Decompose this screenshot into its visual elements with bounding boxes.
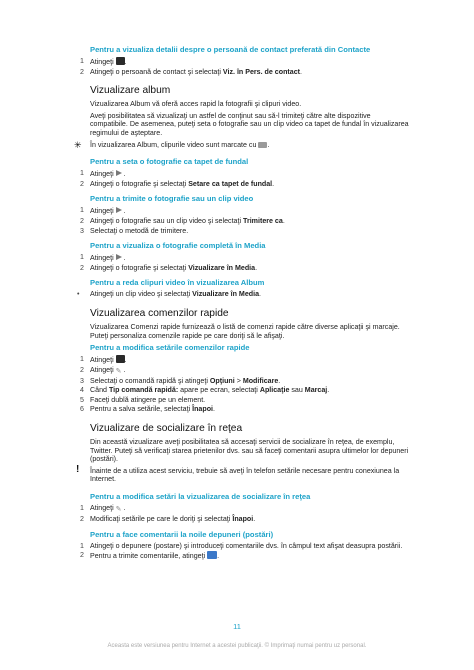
step: 3 Selectaţi o comandă rapidă şi atingeţi Opţiuni > Modificare. [80,376,281,385]
shortcuts-icon [116,355,125,363]
album-note: ✳ În vizualizarea Album, clipurile video sunt marcate cu . [74,139,270,150]
step: 2 Atingeţi o fotografie şi selectaţi Setare ca tapet de fundal. [80,179,275,188]
social-title: Vizualizare de socializare în reţea [90,423,243,435]
view-full-heading: Pentru a vizualiza o fotografie completă în Media [90,241,266,251]
album-title: Vizualizare album [90,85,171,97]
step: 1 Atingeţi . [80,355,127,365]
step: 1 Atingeţi ✎ . [80,504,126,514]
step: 2 Atingeţi o fotografie şi selectaţi Vizualizare în Media. [80,263,258,272]
step: 1 Atingeţi . [80,206,126,216]
step: 1 Atingeţi o depunere (postare) şi introduceţi comentariile dvs. în câmpul text afişat deasupra postării. [80,541,403,550]
step: 6 Pentru a salva setările, selectaţi Înapoi. [80,405,215,414]
step: 2 Modificaţi setările pe care le doriţi şi selectaţi Înapoi. [80,515,256,524]
set-wallpaper-heading: Pentru a seta o fotografie ca tapet de fundal [90,157,249,167]
favorites-icon [116,57,125,65]
step: 2 Atingeţi ✎ . [80,365,126,375]
page-number: 11 [233,622,241,631]
warning-icon: ! [76,463,80,475]
send-icon [207,551,217,559]
send-photo-heading: Pentru a trimite o fotografie sau un clip video [90,194,254,204]
shortcuts-paragraph: Vizualizarea Comenzi rapide furnizează o listă de comenzi rapide către diverse aplicaţii şi marcaje. Puteţi personaliza comenzile rapide pe care doriţi să le afişaţi. [90,322,400,340]
step: 1 Atingeţi . [80,169,126,179]
modify-social-steps [80,504,410,524]
contact-detail-steps [80,57,410,76]
step: 3 Selectaţi o metodă de trimitere. [80,226,189,235]
step: 2 Atingeţi o persoană de contact şi selectaţi Viz. în Pers. de contact. [80,67,303,76]
step: 4 Când Tip comandă rapidă: apare pe ecran, selectaţi Aplicaţie sau Marcaj. [80,386,330,395]
step: 1 Atingeţi . [80,253,126,263]
modify-social-heading: Pentru a modifica setări la vizualizarea de socializare în reţea [90,492,311,502]
album-paragraph-2: Aveţi posibilitatea să vizualizaţi un astfel de conţinut sau să-l trimiteţi către alte dispozitive compatibile. De asemenea, puteţi seta o fotografie sau un clip video ca tapet de fundal în vizualizarea regimului de aşteptare. [90,111,409,137]
settings-icon: ✎ [115,506,122,514]
social-warning: ! Înainte de a utiliza acest serviciu, trebuie să aveţi în telefon setările necesare pentru conexiunea la Internet. [76,463,400,484]
modify-shortcuts-heading: Pentru a modifica setările comenzilor rapide [90,343,250,353]
step: 5 Faceţi dublă atingere pe un element. [80,395,206,404]
settings-icon: ✎ [115,367,122,375]
step: • Atingeţi un clip video şi selectaţi Vizualizare în Media. [77,290,262,299]
view-full-steps [80,253,410,272]
shortcuts-title: Vizualizarea comenzilor rapide [90,307,229,319]
page-content [74,45,410,567]
step: 2 Pentru a trimite comentariile, atingeţi . [80,551,220,561]
album-paragraph-1: Vizualizarea Album vă oferă acces rapid la fotografii şi clipuri video. [90,100,302,109]
album-icon [116,206,124,214]
comment-heading: Pentru a face comentarii la noile depuneri (postări) [90,529,274,539]
step: 1 Atingeţi . [80,57,127,66]
comment-steps [80,541,410,561]
footer-notice: Aceasta este versiunea pentru Internet a acestei publicaţii. © Imprimaţi numai pentru uz personal. [107,643,367,649]
modify-shortcuts-steps [80,355,410,414]
send-photo-steps [80,206,410,235]
album-icon [116,253,124,261]
set-wallpaper-steps [80,169,410,188]
tip-icon: ✳ [74,139,82,150]
play-video-heading: Pentru a reda clipuri video în vizualizarea Album [90,278,265,288]
play-video-steps [77,290,410,299]
album-icon [116,169,124,177]
contact-detail-heading: Pentru a vizualiza detalii despre o persoană de contact preferată din Contacte [90,45,371,54]
social-paragraph: Din această vizualizare aveţi posibilitatea să accesaţi servicii de socializare în reţea, de exemplu, Twitter. Puteţi să verificaţi starea prietenilor dvs. sau să faceţi comentarii asupra ultimelor lor depuneri (postări). [90,438,409,464]
step: 2 Atingeţi o fotografie sau un clip video şi selectaţi Trimitere ca. [80,216,285,225]
